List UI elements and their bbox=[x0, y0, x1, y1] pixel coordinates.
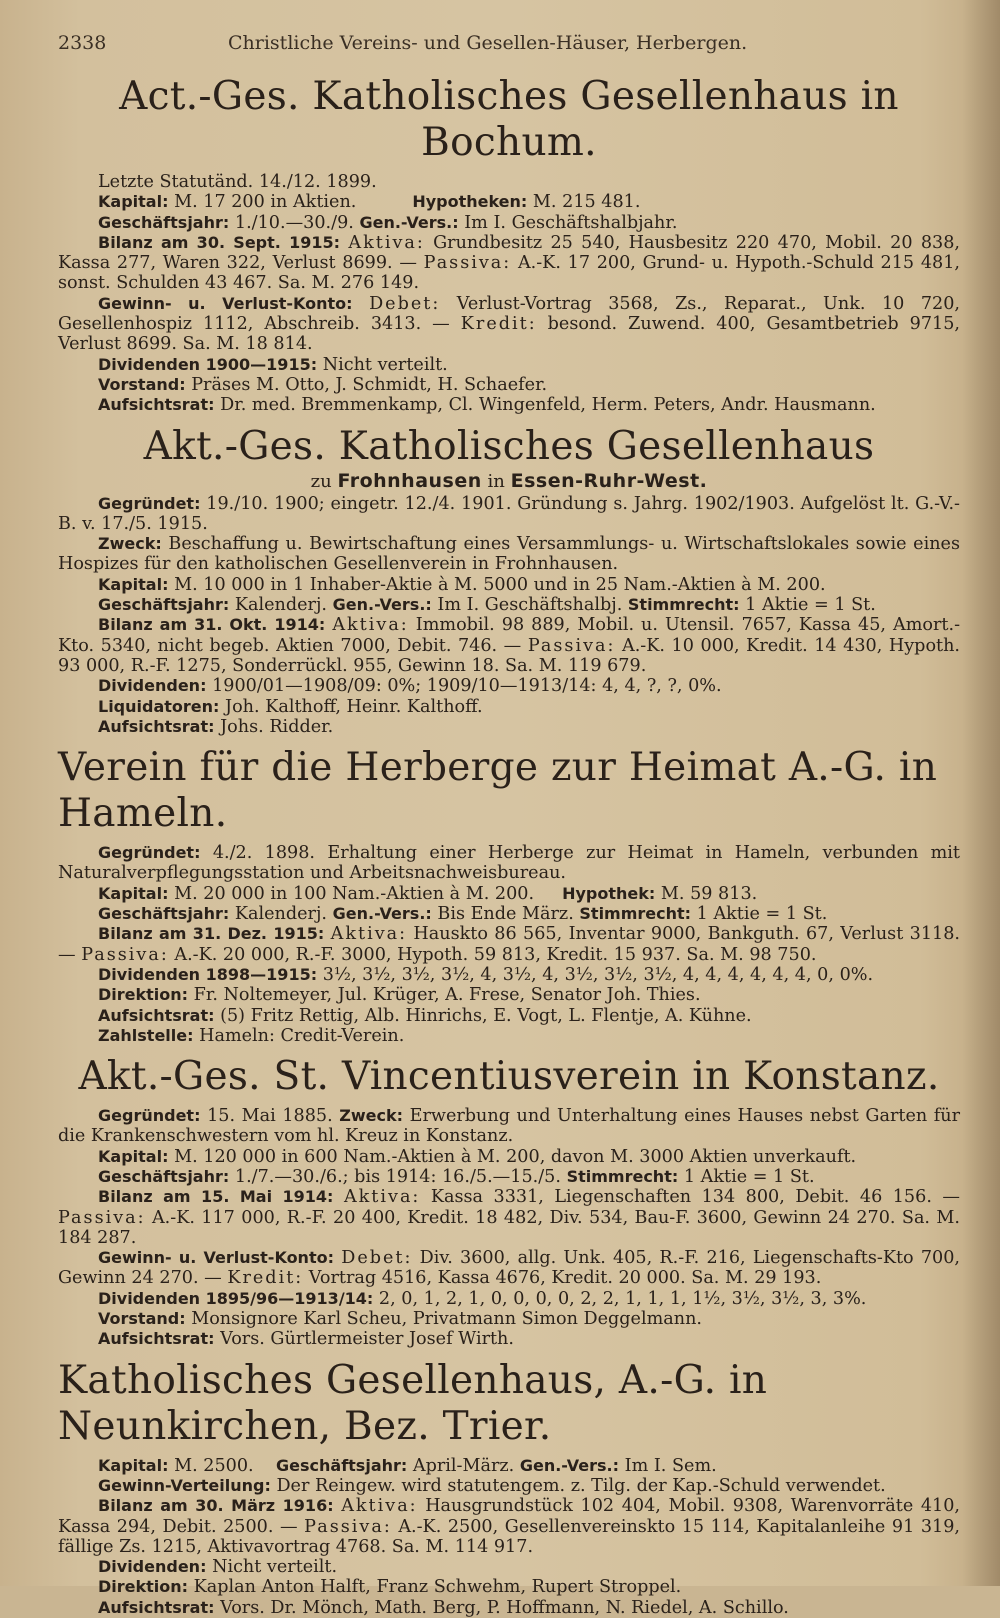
text: Nicht verteilt. bbox=[322, 354, 448, 375]
entry-title: Akt.-Ges. St. Vincentiusverein in Konstanz. bbox=[78, 1054, 940, 1100]
text: Hauskto 86 565, Inventar 9000, Bankguth. 67, Verlust 3118. — bbox=[58, 924, 960, 965]
label: Kapital: bbox=[98, 883, 169, 903]
entry-line bbox=[58, 1577, 960, 1597]
text: M. 10 000 in 1 Inhaber-Aktie à M. 5000 und in 25 Nam.-Aktien à M. 200. bbox=[174, 574, 826, 595]
text: A.-K. 20 000, R.-F. 3000, Hypoth. 59 813, Kredit. 15 937. Sa. M. 98 750. bbox=[174, 944, 817, 965]
text: A.-K. 17 200, Grund- u. Hypoth.-Schuld 215 481, sonst. Schulden 43 467. Sa. M. 276 149. bbox=[58, 253, 961, 294]
text: 1./7.—30./6.; bis 1914: 16./5.—15./5. bbox=[234, 1166, 561, 1187]
label: Aufsichtsrat: bbox=[98, 1597, 215, 1617]
text: M. 215 481. bbox=[532, 192, 641, 213]
text: 1900/01—1908/09: 0%; 1909/10—1913/14: 4, 4, ?, ?, 0%. bbox=[212, 676, 722, 697]
text: Dr. med. Bremmenkamp, Cl. Wingenfeld, Herm. Peters, Andr. Hausmann. bbox=[220, 395, 876, 416]
text: Der Reingew. wird statutengem. z. Tilg. der Kap.-Schuld verwendet. bbox=[276, 1475, 886, 1496]
label: Debet: bbox=[341, 1248, 413, 1269]
label: Stimmrecht: bbox=[579, 904, 692, 924]
entry-line bbox=[58, 904, 960, 924]
entry-neunkirchen bbox=[58, 1358, 960, 1618]
entry-line bbox=[58, 1309, 960, 1329]
entry-line bbox=[58, 1496, 960, 1557]
label: Passiva: bbox=[81, 944, 169, 965]
entry-line bbox=[58, 375, 960, 395]
text: A.-K. 117 000, R.-F. 20 400, Kredit. 18 482, Div. 534, Bau-F. 3600, Gewinn 24 270. Sa. M. 184 287. bbox=[58, 1207, 960, 1248]
label: Kapital: bbox=[98, 1146, 169, 1166]
label: Dividenden 1900—1915: bbox=[98, 354, 318, 374]
label: Stimmrecht: bbox=[566, 1166, 679, 1186]
text: Immobil. 98 889, Mobil. u. Utensil. 7657, Kassa 45, Amort.-Kto. 5340, nicht begeb. Aktien 7000, Debit. 746. — bbox=[58, 615, 961, 656]
label: Vorstand: bbox=[98, 1309, 186, 1329]
entry-line bbox=[58, 884, 960, 904]
label: Passiva: bbox=[304, 1516, 392, 1537]
text: 15. Mai 1885. bbox=[207, 1106, 333, 1127]
label: Gegründet: bbox=[98, 493, 201, 513]
label: Aufsichtsrat: bbox=[98, 716, 215, 736]
text: besond. Zuwend. 400, Gesamtbetrieb 9715, Verlust 8699. Sa. M. 18 814. bbox=[58, 314, 961, 355]
text: M. 2500. bbox=[174, 1455, 254, 1476]
label: Gewinn-Verteilung: bbox=[98, 1475, 271, 1495]
label: Geschäftsjahr: bbox=[98, 904, 230, 924]
label: Kapital: bbox=[98, 1455, 169, 1475]
label: Vorstand: bbox=[98, 374, 186, 394]
label: Passiva: bbox=[423, 253, 512, 274]
text: Vortrag 4516, Kassa 4676, Kredit. 20 000. Sa. M. 29 193. bbox=[308, 1268, 822, 1289]
entry-line bbox=[58, 965, 960, 985]
text: 1 Aktie = 1 St. bbox=[745, 595, 876, 616]
entry-title: Act.-Ges. Katholisches Gesellenhaus in Bochum. bbox=[119, 74, 899, 165]
running-title: Christliche Vereins- und Gesellen-Häuser, Herbergen. bbox=[228, 32, 748, 54]
text: M. 17 200 in Aktien. bbox=[174, 192, 357, 213]
entry-line bbox=[58, 924, 960, 965]
label: Debet: bbox=[369, 293, 441, 314]
entry-line bbox=[58, 1289, 960, 1309]
entry-line bbox=[58, 1248, 960, 1289]
label: Bilanz am 15. Mai 1914: bbox=[98, 1187, 334, 1207]
text: Kassa 3331, Liegenschaften 134 800, Debit. 46 156. — bbox=[430, 1187, 960, 1208]
label: Gen.-Vers.: bbox=[332, 904, 432, 924]
label: Passiva: bbox=[527, 635, 616, 656]
text: Joh. Kalthoff, Heinr. Kalthoff. bbox=[225, 696, 483, 717]
text: 1./10.—30./9. bbox=[234, 212, 354, 233]
label: Gen.-Vers.: bbox=[332, 595, 432, 615]
entry-line bbox=[58, 595, 960, 615]
text: 19./10. 1900; eingetr. 12./4. 1901. Gründung s. Jahrg. 1902/1903. Aufgelöst lt. G.-V.-B. v. 17./5. 1915. bbox=[58, 493, 960, 534]
entry-line bbox=[58, 1167, 960, 1187]
label: Dividenden 1895/96—1913/14: bbox=[98, 1288, 374, 1308]
label: Aktiva: bbox=[343, 1187, 421, 1208]
entry-line bbox=[58, 717, 960, 737]
text: (5) Fritz Rettig, Alb. Hinrichs, E. Vogt, L. Flentje, A. Kühne. bbox=[220, 1005, 752, 1026]
label: Aufsichtsrat: bbox=[98, 1329, 215, 1349]
text: Johs. Ridder. bbox=[220, 716, 334, 737]
label: Geschäftsjahr: bbox=[98, 1166, 230, 1186]
label: Hypotheken: bbox=[412, 192, 528, 212]
label: Gen.-Vers.: bbox=[359, 212, 459, 232]
text: zu bbox=[310, 470, 332, 492]
label: Passiva: bbox=[58, 1207, 146, 1228]
label: Zahlstelle: bbox=[98, 1025, 194, 1045]
text: A.-K. 2500, Gesellenvereinskto 15 114, Kapitalanleihe 91 319, fällige Zs. 1215, Aktivavortrag 4768. Sa. M. 114 917. bbox=[58, 1516, 960, 1557]
label: Kredit: bbox=[227, 1268, 304, 1289]
label: Aktiva: bbox=[332, 615, 409, 636]
label: Direktion: bbox=[98, 1577, 189, 1597]
text: April-März. bbox=[412, 1455, 515, 1476]
text: Erwerbung und Unterhaltung eines Hauses nebst Garten für die Krankenschwestern vom hl. Kreuz in Konstanz. bbox=[58, 1106, 961, 1147]
label: Geschäftsjahr: bbox=[98, 212, 230, 232]
entry-line bbox=[58, 233, 960, 294]
label: Gegründet: bbox=[98, 843, 201, 863]
place: Frohnhausen bbox=[337, 469, 482, 492]
entry-line bbox=[58, 1329, 960, 1349]
label: Geschäftsjahr: bbox=[276, 1455, 408, 1475]
entry-line bbox=[58, 1598, 960, 1618]
text: 4./2. 1898. Erhaltung einer Herberge zur Heimat in Hameln, verbunden mit Naturalverpflegungsstation und Arbeitsnachweisbureau. bbox=[58, 843, 961, 884]
entry-line bbox=[58, 1106, 960, 1147]
text: Vors. Gürtlermeister Josef Wirth. bbox=[220, 1329, 514, 1350]
text: Kalenderj. bbox=[234, 904, 328, 925]
entry-line bbox=[58, 676, 960, 696]
label: Bilanz am 31. Dez. 1915: bbox=[98, 924, 325, 944]
text: Beschaffung u. Bewirtschaftung eines Versammlungs- u. Wirtschaftslokales sowie eines Hospizes für den katholischen Gesellenverein in Frohnhausen. bbox=[58, 534, 960, 575]
entry-line bbox=[58, 1006, 960, 1026]
entry-line bbox=[58, 1456, 960, 1476]
label: Aufsichtsrat: bbox=[98, 1005, 215, 1025]
entry-line bbox=[58, 1476, 960, 1496]
text: Bis Ende März. bbox=[437, 904, 574, 925]
entry-line bbox=[58, 843, 960, 884]
text: 1 Aktie = 1 St. bbox=[696, 904, 828, 925]
text: in bbox=[487, 470, 505, 492]
label: Direktion: bbox=[98, 985, 189, 1005]
text: Vors. Dr. Mönch, Math. Berg, P. Hoffmann, N. Riedel, A. Schillo. bbox=[220, 1597, 789, 1618]
text: Letzte Statutänd. 14./12. 1899. bbox=[98, 172, 377, 192]
entry-bochum bbox=[58, 74, 960, 416]
entry-line bbox=[58, 172, 960, 192]
entry-line bbox=[58, 192, 960, 212]
label: Zweck: bbox=[98, 534, 162, 554]
label: Dividenden: bbox=[98, 676, 207, 696]
label: Hypothek: bbox=[562, 883, 656, 903]
text: M. 20 000 in 100 Nam.-Aktien à M. 200. bbox=[174, 883, 535, 904]
entry-line bbox=[58, 395, 960, 415]
text: 2, 0, 1, 2, 1, 0, 0, 0, 0, 2, 2, 1, 1, 1, 1½, 3½, 3½, 3, 3%. bbox=[378, 1288, 867, 1309]
text: Im I. Sem. bbox=[624, 1455, 717, 1476]
text: M. 59 813. bbox=[660, 883, 758, 904]
text: Nicht verteilt. bbox=[212, 1557, 338, 1578]
entry-hameln bbox=[58, 745, 960, 1046]
label: Dividenden 1898—1915: bbox=[98, 964, 318, 984]
entry-line bbox=[58, 355, 960, 375]
entry-konstanz bbox=[58, 1054, 960, 1350]
entry-line bbox=[58, 575, 960, 595]
text: A.-K. 10 000, Kredit. 14 430, Hypoth. 93 000, R.-F. 1275, Sonderrückl. 955, Gewinn 18. Sa. M. 119 679. bbox=[58, 635, 961, 676]
text: Im I. Geschäftshalbjahr. bbox=[464, 212, 678, 233]
entry-frohnhausen bbox=[58, 424, 960, 738]
entry-title: Akt.-Ges. Katholisches Gesellenhaus bbox=[143, 423, 875, 469]
text: Verlust-Vortrag 3568, Zs., Reparat., Unk. 10 720, Gesellenhospiz 1112, Abschreib. 3413. — bbox=[58, 293, 961, 335]
text: Hameln: Credit-Verein. bbox=[199, 1025, 405, 1046]
text: 3½, 3½, 3½, 3½, 4, 3½, 4, 3½, 3½, 3½, 4, 4, 4, 4, 4, 4, 0, 0%. bbox=[322, 964, 874, 985]
text: M. 120 000 in 600 Nam.-Aktien à M. 200, davon M. 3000 Aktien unverkauft. bbox=[174, 1146, 857, 1167]
entry-line bbox=[58, 1147, 960, 1167]
label: Kapital: bbox=[98, 192, 169, 212]
label: Gewinn- u. Verlust-Konto: bbox=[98, 1248, 334, 1268]
text: Präses M. Otto, J. Schmidt, H. Schaefer. bbox=[191, 374, 548, 395]
entry-line bbox=[58, 494, 960, 535]
entry-title: Katholisches Gesellenhaus, A.-G. in Neunkirchen, Bez. Trier. bbox=[58, 1357, 768, 1449]
label: Aktiva: bbox=[348, 232, 425, 253]
entry-line bbox=[58, 534, 960, 575]
label: Dividenden: bbox=[98, 1557, 207, 1577]
label: Bilanz am 30. März 1916: bbox=[98, 1496, 334, 1516]
page-number: 2338 bbox=[58, 32, 107, 54]
entry-line bbox=[58, 697, 960, 717]
label: Bilanz am 31. Okt. 1914: bbox=[98, 615, 326, 635]
text: 1 Aktie = 1 St. bbox=[683, 1166, 815, 1187]
page-header bbox=[58, 32, 960, 66]
text: Grundbesitz 25 540, Hausbesitz 220 470, Mobil. 20 838, Kassa 277, Waren 322, Verlust 8699. — bbox=[58, 232, 961, 274]
entry-line bbox=[58, 213, 960, 233]
entry-title: Verein für die Herberge zur Heimat A.-G. in Hameln. bbox=[58, 745, 938, 837]
entry-line bbox=[58, 1026, 960, 1046]
place: Essen-Ruhr-West. bbox=[510, 469, 708, 492]
text: Monsignore Karl Scheu, Privatmann Simon Deggelmann. bbox=[191, 1309, 703, 1330]
label: Bilanz am 30. Sept. 1915: bbox=[98, 232, 341, 252]
text: Kaplan Anton Halft, Franz Schwehm, Rupert Stroppel. bbox=[193, 1577, 682, 1598]
text: Kalenderj. bbox=[234, 595, 328, 616]
text: Im I. Geschäftshalbj. bbox=[437, 595, 623, 616]
label: Kredit: bbox=[460, 314, 537, 335]
label: Stimmrecht: bbox=[627, 595, 740, 615]
label: Kapital: bbox=[98, 574, 169, 594]
label: Aktiva: bbox=[341, 1496, 418, 1517]
text: Fr. Noltemeyer, Jul. Krüger, A. Frese, Senator Joh. Thies. bbox=[193, 985, 701, 1006]
label: Liquidatoren: bbox=[98, 696, 220, 716]
label: Aktiva: bbox=[330, 924, 408, 945]
entry-line bbox=[58, 1187, 960, 1248]
text: Div. 3600, allg. Unk. 405, R.-F. 216, Liegenschafts-Kto 700, Gewinn 24 270. — bbox=[58, 1248, 961, 1289]
label: Gegründet: bbox=[98, 1106, 201, 1126]
label: Geschäftsjahr: bbox=[98, 595, 230, 615]
entry-line bbox=[58, 615, 960, 676]
label: Gen.-Vers.: bbox=[519, 1455, 620, 1475]
label: Aufsichtsrat: bbox=[98, 395, 215, 415]
label: Gewinn- u. Verlust-Konto: bbox=[98, 293, 353, 313]
entry-line bbox=[58, 1557, 960, 1577]
text: Hausgrundstück 102 404, Mobil. 9308, Warenvorräte 410, Kassa 294, Debit. 2500. — bbox=[58, 1496, 961, 1537]
entry-subtitle bbox=[58, 470, 960, 492]
entry-line bbox=[58, 985, 960, 1005]
label: Zweck: bbox=[339, 1106, 404, 1126]
entry-line bbox=[58, 294, 960, 355]
